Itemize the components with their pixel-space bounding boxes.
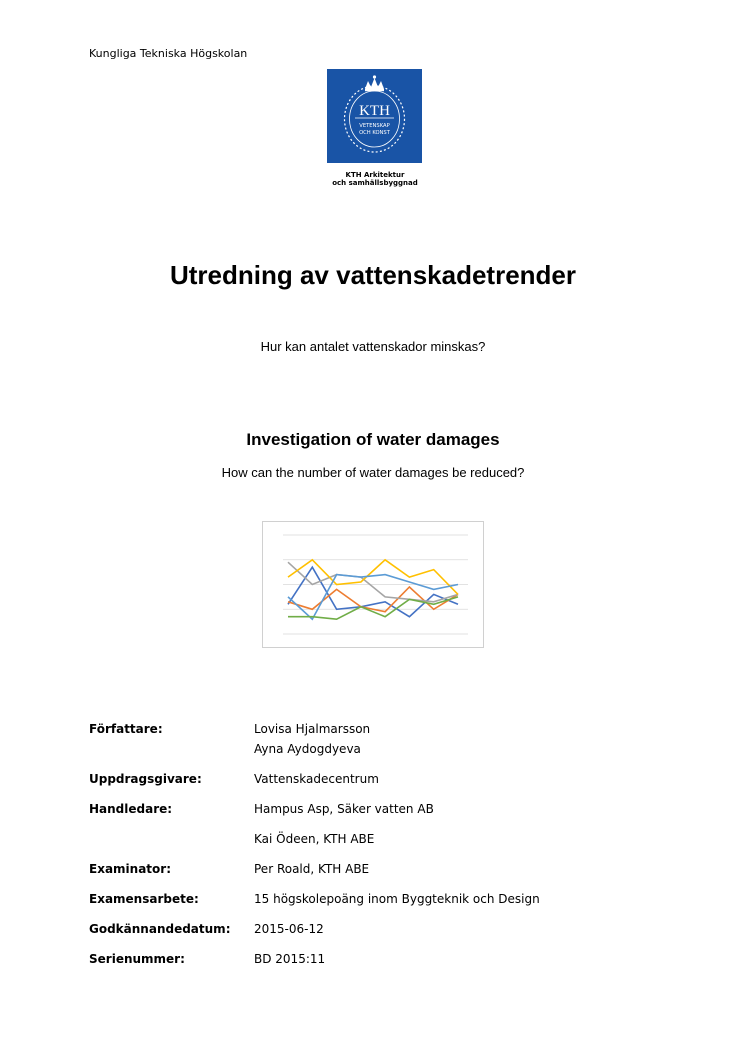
logo-line1-text: VETENSKAP bbox=[359, 123, 390, 129]
kth-seal-icon bbox=[327, 69, 422, 163]
detail-value: 2015-06-12 bbox=[254, 922, 324, 936]
series-line-series-2 bbox=[288, 587, 458, 612]
logo-line2-text: OCH KONST bbox=[359, 130, 390, 136]
detail-label: Examinator: bbox=[89, 862, 171, 876]
detail-label: Serienummer: bbox=[89, 952, 185, 966]
subtitle-english: How can the number of water damages be reduced? bbox=[221, 465, 525, 480]
line-chart bbox=[263, 522, 483, 647]
subtitle-swedish: Hur kan antalet vattenskador minskas? bbox=[260, 339, 486, 354]
detail-values bbox=[254, 769, 574, 789]
detail-label: Examensarbete: bbox=[89, 892, 199, 906]
detail-value: Ayna Aydogdyeva bbox=[254, 742, 361, 756]
detail-values bbox=[254, 889, 574, 909]
main-title: Utredning av vattenskadetrender bbox=[169, 260, 576, 290]
detail-values bbox=[254, 799, 574, 849]
detail-label: Författare: bbox=[89, 722, 163, 736]
detail-value: Lovisa Hjalmarsson bbox=[254, 722, 371, 736]
logo-caption-line1: KTH Arkitektur bbox=[345, 171, 405, 179]
detail-value: Kai Ödeen, KTH ABE bbox=[254, 832, 375, 846]
title-english: Investigation of water damages bbox=[246, 430, 500, 449]
detail-values bbox=[254, 719, 574, 759]
detail-label: Handledare: bbox=[89, 802, 173, 816]
logo-caption bbox=[300, 171, 450, 187]
detail-value: BD 2015:11 bbox=[254, 952, 326, 966]
logo-kth-text: KTH bbox=[359, 103, 390, 119]
detail-value: Per Roald, KTH ABE bbox=[254, 862, 370, 876]
logo-caption-line2: och samhällsbyggnad bbox=[332, 179, 418, 187]
cover-chart bbox=[262, 521, 484, 648]
detail-value: Hampus Asp, Säker vatten AB bbox=[254, 802, 434, 816]
detail-label: Uppdragsgivare: bbox=[89, 772, 202, 786]
detail-values bbox=[254, 919, 574, 939]
detail-value: 15 högskolepoäng inom Byggteknik och Design bbox=[254, 892, 540, 906]
detail-values bbox=[254, 859, 574, 879]
detail-label: Godkännandedatum: bbox=[89, 922, 231, 936]
detail-value: Vattenskadecentrum bbox=[254, 772, 379, 786]
university-name: Kungliga Tekniska Högskolan bbox=[89, 47, 248, 60]
kth-logo bbox=[327, 69, 422, 163]
detail-values bbox=[254, 949, 574, 969]
